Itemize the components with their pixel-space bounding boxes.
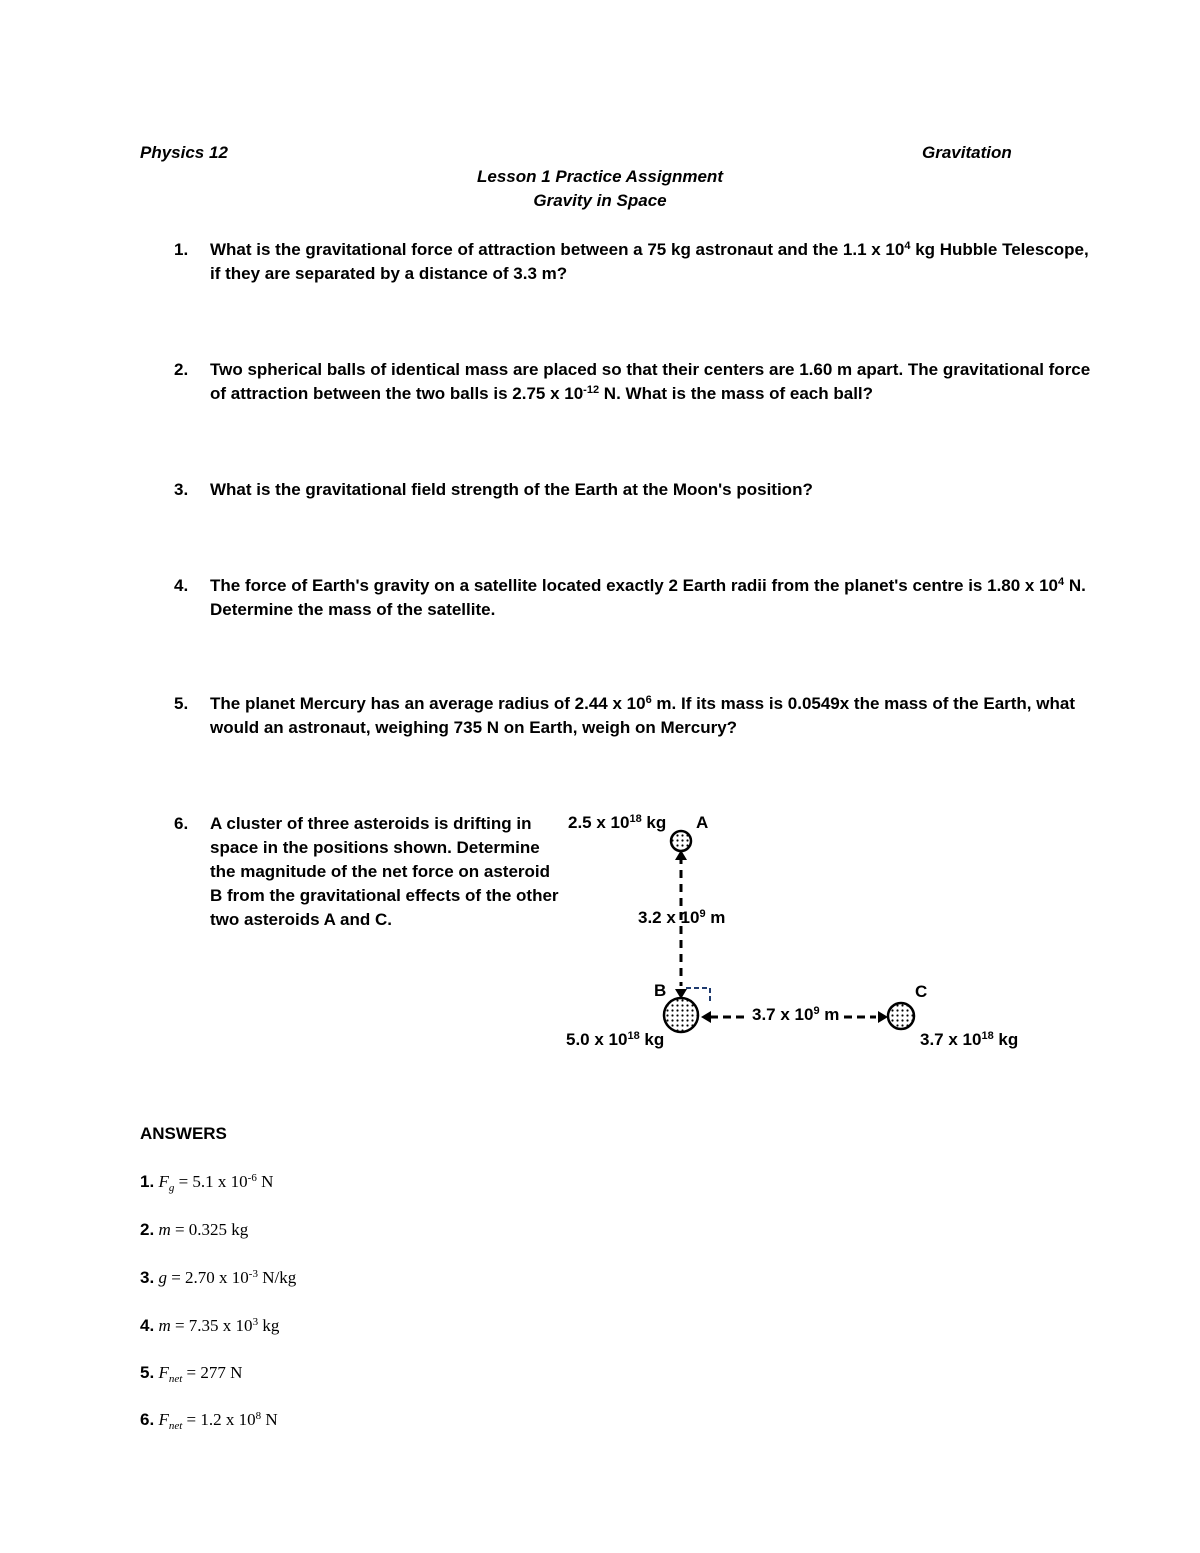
page-title: Lesson 1 Practice Assignment — [477, 167, 723, 186]
question-text: What is the gravitational field strength of the Earth at the Moon's position? — [210, 480, 813, 499]
question-number: 2. — [174, 360, 189, 379]
answer-2: 2. m = 0.325 kg — [140, 1220, 249, 1239]
asteroid-b-label: B — [654, 981, 667, 1000]
course-label: Physics 12 — [140, 143, 228, 162]
answer-6: 6. $F_{net} = 1.2$ x $10^8$ N — [140, 1410, 278, 1432]
answer-4: 4. m = 7.35 x $10^3$ kg — [140, 1316, 280, 1335]
question-text: The planet Mercury has an average radius of 2.44 x $10^6$ m. If its mass is 0.0549x the mass of the Earth, what would an astronaut, weighing 735 N on Earth, weigh on Mercury? — [210, 694, 1075, 737]
arrow-to-b-horizontal — [701, 1011, 711, 1023]
asteroid-c-mass: 3.7 x $10^{18}$ kg — [920, 1030, 1019, 1049]
arrow-to-c — [878, 1011, 888, 1023]
question-text: Two spherical balls of identical mass are placed so that their centers are 1.60 m apart. The gravitational force of attraction between the two balls is 2.75 x $10^{-12}$ N. What is the mass of each ball? — [210, 360, 1091, 403]
asteroid-b — [664, 998, 698, 1032]
asteroid-diagram — [550, 808, 1050, 1058]
question-number: 5. — [174, 694, 189, 713]
asteroid-c — [888, 1003, 914, 1029]
dist-bc-label: 3.7 x $10^9$ m — [752, 1005, 840, 1024]
page-subtitle: Gravity in Space — [533, 191, 667, 210]
question-text: A cluster of three asteroids is drifting in space in the positions shown. Determine the magnitude of the net force on asteroid B from the gravitational effects of the other two asteroids A and C. — [210, 814, 559, 929]
answer-1: 1. $F_g = 5.1$ x $10^{-6}$ N — [140, 1172, 274, 1194]
question-number: 6. — [174, 814, 189, 833]
question-text: What is the gravitational force of attraction between a 75 kg astronaut and the 1.1 x $10^4$ kg Hubble Telescope, if they are separated by a distance of 3.3 m? — [210, 240, 1089, 283]
answer-5: 5. $F_{net} = 277$ N — [140, 1363, 243, 1385]
question-number: 3. — [174, 480, 189, 499]
asteroid-b-mass: 5.0 x $10^{18}$ kg — [566, 1030, 665, 1049]
dist-ab-label: 3.2 x $10^9$ m — [638, 908, 726, 927]
asteroid-a-mass: 2.5 x $10^{18}$ kg — [568, 813, 667, 832]
answer-3: 3. g = 2.70 x $10^{-3}$ N/kg — [140, 1268, 297, 1287]
answers-heading: ANSWERS — [140, 1124, 227, 1143]
asteroid-a-label: A — [696, 813, 709, 832]
question-text: The force of Earth's gravity on a satellite located exactly 2 Earth radii from the planet's centre is 1.80 x $10^4$ N. Determine the mass of the satellite. — [210, 576, 1086, 619]
unit-label: Gravitation — [922, 143, 1012, 162]
question-number: 1. — [174, 240, 189, 259]
question-number: 4. — [174, 576, 189, 595]
asteroid-c-label: C — [915, 982, 928, 1001]
asteroid-a — [671, 831, 691, 851]
